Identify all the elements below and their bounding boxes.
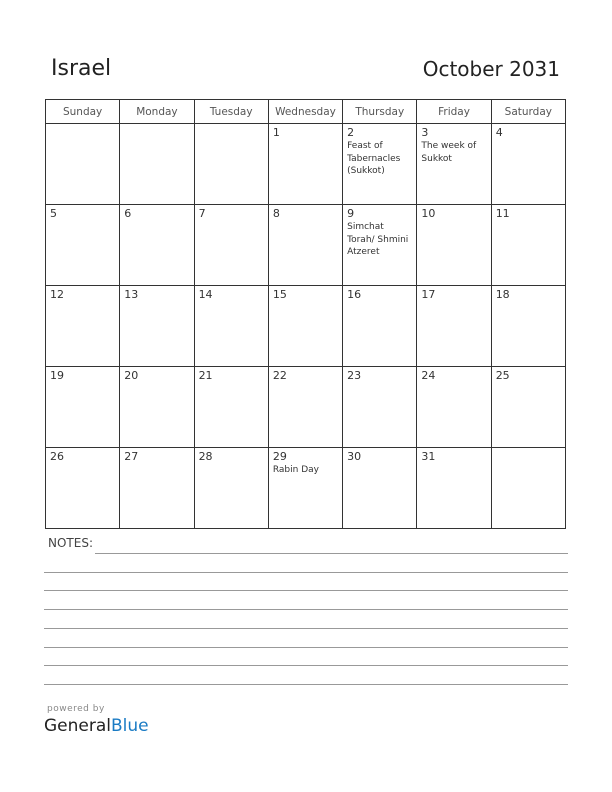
day-cell — [343, 286, 417, 367]
day-number: 3 — [421, 126, 429, 139]
day-cell — [491, 448, 565, 529]
day-number: 13 — [124, 288, 139, 301]
day-cell — [120, 448, 194, 529]
weekday-wednesday: Wednesday — [268, 100, 342, 124]
day-cell — [120, 124, 194, 205]
day-cell — [194, 448, 268, 529]
day-cell — [120, 367, 194, 448]
day-number: 25 — [495, 369, 510, 382]
day-cell — [46, 286, 120, 367]
brand-general: General — [44, 716, 111, 736]
day-number: 26 — [50, 450, 64, 463]
notes-line — [44, 628, 568, 629]
weekday-friday: Friday — [417, 100, 491, 124]
day-number: 9 — [347, 207, 355, 220]
day-cell — [46, 448, 120, 529]
day-cell — [268, 448, 342, 529]
day-cell — [120, 286, 194, 367]
holiday-label: Feast of Tabernacles (Sukkot) — [347, 141, 401, 176]
day-number: 16 — [347, 288, 362, 301]
weekday-thursday: Thursday — [343, 100, 417, 124]
day-number: 31 — [421, 450, 436, 463]
powered-by-text: powered by — [47, 704, 105, 714]
day-cell — [343, 448, 417, 529]
day-cell — [268, 286, 342, 367]
day-number: 6 — [124, 207, 132, 220]
weekday-header-row — [46, 100, 566, 124]
day-number: 15 — [272, 288, 287, 301]
notes-label: NOTES: — [48, 536, 93, 550]
day-cell — [417, 448, 491, 529]
day-number: 29 — [272, 450, 287, 463]
week-row-3 — [46, 286, 566, 367]
notes-line — [44, 684, 568, 685]
day-cell — [194, 124, 268, 205]
day-cell — [417, 367, 491, 448]
day-cell — [268, 205, 342, 286]
notes-line — [44, 590, 568, 591]
day-number: 23 — [347, 369, 362, 382]
day-cell — [343, 205, 417, 286]
day-cell — [491, 367, 565, 448]
day-number: 27 — [124, 450, 139, 463]
day-cell — [46, 124, 120, 205]
day-number: 30 — [347, 450, 362, 463]
day-number: 1 — [272, 126, 280, 139]
notes-line — [95, 553, 568, 554]
day-number: 11 — [495, 207, 510, 220]
holiday-label: Simchat Torah/ Shmini Atzeret — [347, 222, 409, 257]
day-cell — [343, 367, 417, 448]
day-number: 10 — [421, 207, 436, 220]
week-row-4 — [46, 367, 566, 448]
week-row-2 — [46, 205, 566, 286]
day-number: 7 — [198, 207, 206, 220]
day-cell — [491, 205, 565, 286]
generalblue-logo — [44, 716, 149, 736]
day-number: 21 — [198, 369, 213, 382]
notes-line — [44, 647, 568, 648]
day-cell — [194, 205, 268, 286]
day-cell — [268, 124, 342, 205]
day-number: 8 — [272, 207, 280, 220]
day-number: 4 — [495, 126, 503, 139]
day-cell — [46, 205, 120, 286]
day-number: 17 — [421, 288, 436, 301]
country-title: Israel — [51, 56, 112, 81]
week-row-1 — [46, 124, 566, 205]
day-cell — [268, 367, 342, 448]
day-cell — [491, 286, 565, 367]
day-cell — [120, 205, 194, 286]
weekday-tuesday: Tuesday — [194, 100, 268, 124]
day-number: 12 — [50, 288, 64, 301]
day-cell — [194, 367, 268, 448]
day-cell — [417, 286, 491, 367]
holiday-label: The week of Sukkot — [421, 141, 477, 164]
month-year-title: October 2031 — [422, 57, 560, 81]
holiday-label: Rabin Day — [272, 465, 319, 475]
week-row-5 — [46, 448, 566, 529]
day-cell — [343, 124, 417, 205]
day-cell — [491, 124, 565, 205]
weekday-sunday: Sunday — [46, 100, 120, 124]
brand-blue: Blue — [111, 716, 149, 736]
day-cell — [417, 124, 491, 205]
day-number: 5 — [50, 207, 57, 220]
day-number: 24 — [421, 369, 436, 382]
day-number: 19 — [50, 369, 64, 382]
day-number: 28 — [198, 450, 213, 463]
day-number: 20 — [124, 369, 139, 382]
day-number: 14 — [198, 288, 213, 301]
notes-line — [44, 572, 568, 573]
day-cell — [194, 286, 268, 367]
day-number: 2 — [347, 126, 355, 139]
day-cell — [46, 367, 120, 448]
notes-line — [44, 609, 568, 610]
day-number: 22 — [272, 369, 287, 382]
day-number: 18 — [495, 288, 510, 301]
weekday-monday: Monday — [120, 100, 194, 124]
notes-line — [44, 665, 568, 666]
weekday-saturday: Saturday — [491, 100, 565, 124]
calendar-grid — [45, 99, 566, 529]
day-cell — [417, 205, 491, 286]
